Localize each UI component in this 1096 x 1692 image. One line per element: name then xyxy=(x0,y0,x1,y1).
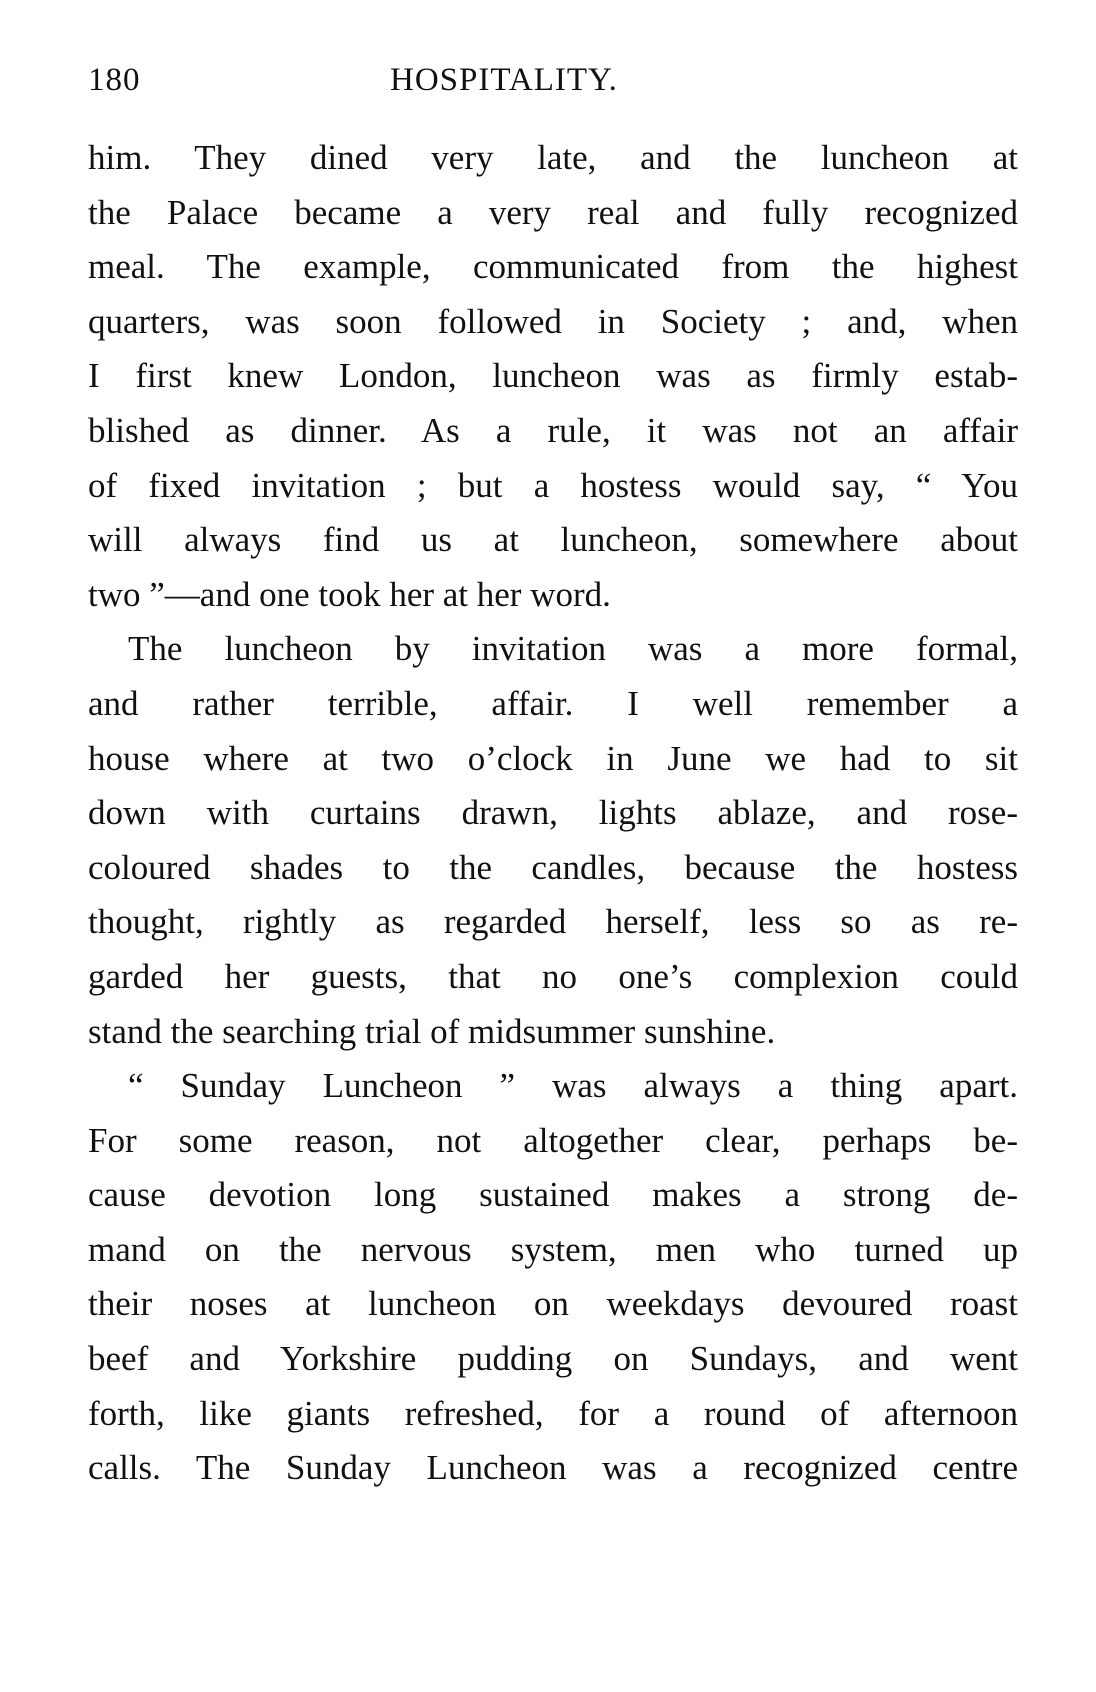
text-line: quarters, was soon followed in Society ; and, when xyxy=(88,301,1018,341)
text-line: meal. The example, communicated from the highest xyxy=(88,247,1018,287)
text-line: the Palace became a very real and fully recognized xyxy=(88,192,1018,232)
running-head: HOSPITALITY. xyxy=(390,62,618,98)
text-line: For some reason, not altogether clear, perhaps be- xyxy=(88,1120,1018,1160)
text-line: I first knew London, luncheon was as firmly estab- xyxy=(88,356,1018,396)
text-line: mand on the nervous system, men who turned up xyxy=(88,1229,1018,1269)
text-line: two ”—and one took her at her word. xyxy=(88,574,611,614)
paragraph xyxy=(88,131,1018,622)
text-line: stand the searching trial of midsummer sunshine. xyxy=(88,1011,776,1051)
paragraph xyxy=(88,1059,1018,1496)
text-line: and rather terrible, affair. I well remember a xyxy=(88,683,1018,723)
body-text xyxy=(88,131,1018,1496)
text-line: thought, rightly as regarded herself, less so as re- xyxy=(88,902,1018,942)
text-line: of fixed invitation ; but a hostess would say, “ You xyxy=(88,465,1018,505)
text-line: blished as dinner. As a rule, it was not an affair xyxy=(88,410,1018,450)
text-line: house where at two o’clock in June we had to sit xyxy=(88,738,1018,778)
text-line: The luncheon by invitation was a more formal, xyxy=(128,629,1018,669)
text-line: him. They dined very late, and the luncheon at xyxy=(88,138,1018,177)
text-line: garded her guests, that no one’s complexion could xyxy=(88,956,1018,996)
text-line: their noses at luncheon on weekdays devoured roast xyxy=(88,1284,1018,1324)
text-line: will always find us at luncheon, somewhere about xyxy=(88,520,1018,560)
text-line: forth, like giants refreshed, for a round of afternoon xyxy=(88,1393,1018,1433)
text-line: “ Sunday Luncheon ” was always a thing apart. xyxy=(128,1066,1018,1106)
text-line: cause devotion long sustained makes a strong de- xyxy=(88,1175,1018,1215)
text-line: down with curtains drawn, lights ablaze, and rose- xyxy=(88,793,1018,833)
text-line: coloured shades to the candles, because the hostess xyxy=(88,847,1018,887)
text-line: calls. The Sunday Luncheon was a recognized centre xyxy=(88,1448,1018,1488)
page-number: 180 xyxy=(88,62,141,98)
page-header xyxy=(88,58,1018,102)
text-line: beef and Yorkshire pudding on Sundays, and went xyxy=(88,1339,1018,1379)
paragraph xyxy=(88,622,1018,1059)
